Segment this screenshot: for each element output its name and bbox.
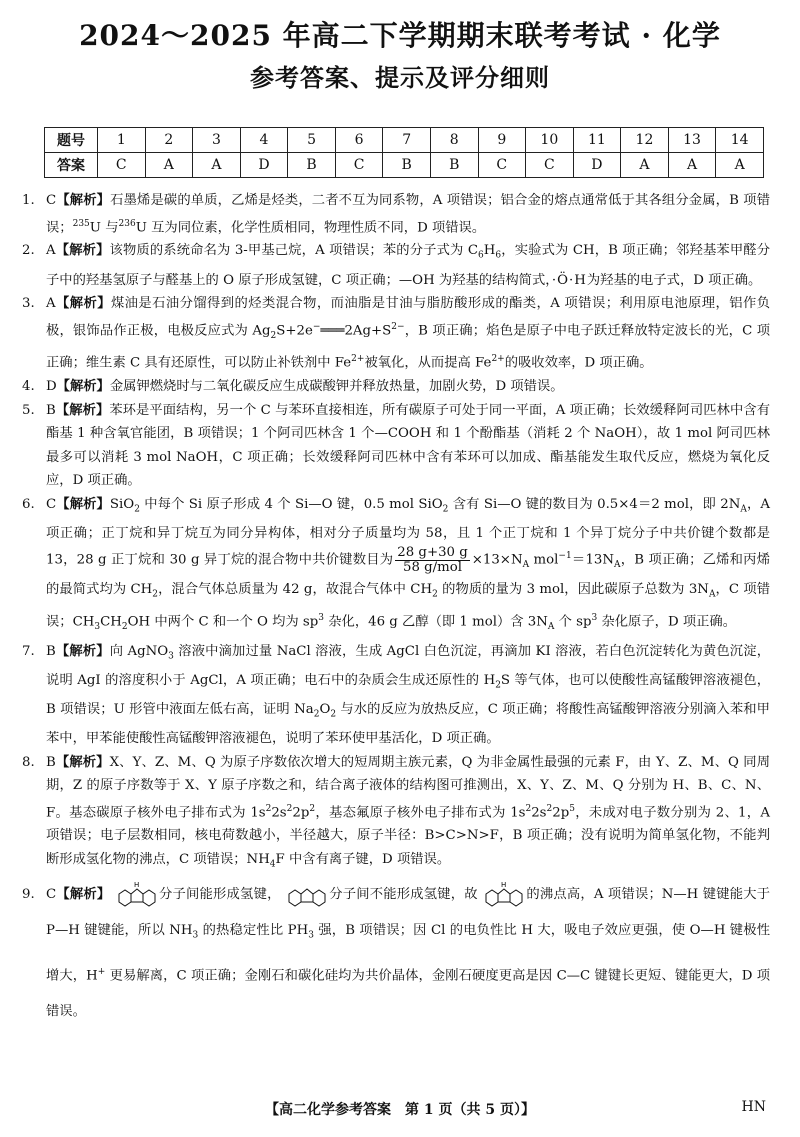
answer-cell: A — [668, 153, 716, 178]
item-text: S+2e — [276, 323, 313, 338]
item-text: 分子间能形成氢键， — [158, 887, 281, 903]
answer-cell: D — [240, 153, 288, 178]
item-text: 为羟基的电子式，D 项正确。 — [586, 272, 762, 288]
item-answer: C — [46, 193, 57, 208]
item-text: CH — [100, 614, 122, 630]
item-text: 分子间不能形成氢键，故 — [329, 887, 478, 903]
item-number: 7. — [22, 643, 35, 659]
item-text: 的热稳定性比 PH — [198, 923, 309, 939]
analysis-tag: 【解析】 — [55, 643, 110, 659]
item-text: ，未成对电子数分别为 2、1，A 项错误；电子层数相同，核电荷数越小，半径越大，原子半径：B>C>N>F，B 项正确；没有说明为简单氢化物，不能判断形成氢化物的沸点，C 项错误；NH — [46, 804, 770, 867]
item-answer: C — [46, 887, 57, 903]
answer-cell: B — [430, 153, 478, 178]
carbazole-structure-icon — [482, 880, 526, 910]
explanations — [22, 189, 770, 1030]
item-text: SiO — [109, 496, 135, 512]
item-number: 6. — [22, 496, 35, 512]
question-number: 5 — [288, 128, 336, 153]
item-text: 煤油是石油分馏得到的烃类混合物，而油脂是甘油与脂肪酸形成的酯类，A 项错误；利用原电池原理，铝作负极，银饰品作正极，电极反应式为 Ag — [46, 296, 771, 338]
fraction-numerator: 28 g+30 g — [397, 544, 468, 560]
item-answer: B — [46, 402, 56, 418]
page-subtitle: 参考答案、提示及评分细则 — [250, 63, 550, 92]
item-text: O — [319, 701, 331, 717]
item-text: 中每个 Si 原子形成 4 个 Si—O 键，0.5 mol SiO — [139, 496, 443, 512]
item-number: 8. — [22, 754, 35, 770]
explanation-item — [22, 189, 770, 239]
item-text: ，B 项正确；乙烯和丙烯的最简式均为 CH — [46, 552, 770, 597]
svg-text:H: H — [133, 880, 140, 889]
item-text: 236 — [118, 218, 136, 229]
analysis-tag: 【解析】 — [55, 754, 110, 770]
item-text: 含有 Si—O 键的数目为 0.5×4＝2 mol，即 2N — [448, 496, 741, 512]
item-text: 个 sp — [554, 614, 592, 630]
item-answer: D — [46, 379, 57, 395]
item-text: ×13×N — [471, 552, 523, 568]
answer-cell: C — [98, 153, 146, 178]
analysis-tag: 【解析】 — [55, 402, 110, 418]
answer-cell: D — [573, 153, 621, 178]
item-number: 2. — [22, 243, 35, 259]
item-text: ，基态氟原子核外电子排布式为 1s — [315, 804, 526, 820]
explanation-item: 2. A【解析】该物质的系统命名为 3-甲基己烷，A 项错误；苯的分子式为 $C_6H_6$，实验式为 CH，B 项正确；邻羟基苯甲醛分子中的羟基氢原子与醛基上的 O 原子形成氢键，C 项正确；—OH 为羟基的结构简式，·Ö·H为羟基的电子式，D 项正确。 — [22, 239, 770, 292]
item-text: S 等气体，也可以使酸性高锰酸钾溶液褪色，B 项错误；U 形管中液面左低右高，证明 Na — [46, 672, 770, 717]
item-text: U 互为同位素，化学性质相同，物理性质不同，D 项错误。 — [135, 219, 486, 235]
question-number: 14 — [716, 128, 764, 153]
question-number: 1 — [98, 128, 146, 153]
item-text: 金属钾燃烧时与二氧化碳反应生成碳酸钾并释放热量，加剧火势，D 项错误。 — [109, 379, 564, 395]
item-text: 的沸点高，A 项错误；N—H 键键能大于 P—H 键键能，所以 NH — [46, 887, 771, 939]
item-text: ＝13N — [571, 552, 615, 568]
answer-cell: A — [716, 153, 764, 178]
item-text: ═══2Ag+S — [320, 323, 392, 338]
explanation-item — [22, 375, 770, 399]
item-text: 杂化，46 g 乙醇（即 1 mol）含 3N — [324, 614, 548, 630]
analysis-tag: 【解析】 — [56, 887, 111, 903]
item-text: 杂化原子，D 项正确。 — [597, 614, 737, 630]
item-text: ，A 项正确；正丁烷和异丁烷互为同分异构体，相对分子质量均为 58，且 1 个正丁烷和 1 个异丁烷分子中共价键个数都是 13，28 g 正丁烷和 30 g 异丁烷的混合物中共价键数目为 — [46, 496, 771, 568]
item-text: ，B 项正确；焰色是原子中电子跃迁释放特定波长的光，C 项正确；维生素 C 具有还原性，可以防止补铁剂中 Fe — [46, 323, 770, 371]
answer-cell: C — [335, 153, 383, 178]
answer-cell: C — [526, 153, 574, 178]
item-text: X、Y、Z、M、Q 为原子序数依次增大的短周期主族元素，Q 为非金属性最强的元素 F，由 Y、Z、M、Q 同周期，Z 的原子序数等于 X、Y 原子序数之和，结合离子液体的结构图可推测出，X、Y、Z、M、Q 分别为 H、B、C、N、F。基态碳原子核外电子排布式为 1s — [46, 754, 771, 820]
question-number: 6 — [335, 128, 383, 153]
item-text: 该物质的系统命名为 3-甲基己烷，A 项错误；苯的分子式为 C — [109, 243, 479, 259]
question-number: 11 — [573, 128, 621, 153]
item-answer: C — [46, 496, 57, 512]
item-text: ，实验式为 CH，B 项正确；邻羟基苯甲醛分子中的羟基氢原子与醛基上的 O 原子形成氢键，C 项正确；—OH 为羟基的结构简式， — [46, 243, 770, 288]
answer-row-label: 答案 — [45, 153, 98, 178]
question-number: 4 — [240, 128, 288, 153]
item-number: 4. — [22, 379, 35, 395]
answer-cell: B — [383, 153, 431, 178]
item-text: OH 中两个 C 和一个 O 均为 sp — [127, 614, 319, 630]
explanation-item: 3. A【解析】煤油是石油分馏得到的烃类混合物，而油脂是甘油与脂肪酸形成的酯类，A 项错误；利用原电池原理，铝作负极，银饰品作正极，电极反应式为 $Ag_2S+2e^-═══2Ag+S^{2-}$，B 项正确；焰色是原子中电子跃迁释放特定波长的光，C 项正确；维生素 C 具有还原性，可以防止补铁剂中 $Fe^{2+}$被氧化，从而提高 $Fe^{2+}$的吸收效率，D 项正确。 — [22, 292, 770, 375]
explanation-item: 7. B【解析】向 AgNO$_3$ 溶液中滴加过量 NaCl 溶液，生成 AgCl 白色沉淀，再滴加 KI 溶液，若白色沉淀转化为黄色沉淀，说明 AgI 的溶度积小于 AgCl，A 项正确；电石中的杂质会生成还原性的 $H_2S$ 等气体，也可以使酸性高锰酸钾溶液褪色，B 项错误；U 形管中液面左低右高，证明 $Na_2O_2$ 与水的反应为放热反应，C 项正确；将酸性高锰酸钾溶液分别滴入苯和甲苯中，甲苯能使酸性高锰酸钾溶液褪色，说明了苯环使甲基活化，D 项正确。 — [22, 640, 770, 751]
page-title: 2024～2025 年高二下学期期末联考考试 · 化学 — [79, 19, 721, 52]
item-answer: A — [46, 296, 56, 312]
analysis-tag: 【解析】 — [55, 243, 110, 259]
number-row-label: 题号 — [45, 128, 98, 153]
item-number: 9. — [22, 887, 35, 903]
answer-cell: A — [145, 153, 193, 178]
item-answer: A — [46, 243, 56, 259]
answer-cell: C — [478, 153, 526, 178]
svg-text:H: H — [501, 880, 507, 889]
item-text: F 中含有离子键，D 项错误。 — [275, 851, 451, 867]
explanation-item: 6. C【解析】SiO$_2$ 中每个 Si 原子形成 4 个 Si—O 键，0.5 mol SiO$_2$ 含有 Si—O 键的数目为 0.5×4＝2 mol，即 $2N_A$，A 项正确；正丁烷和异丁烷互为同分异构体，相对分子质量均为 58，且 1 个正丁烷和 1 个异丁烷分子中共价键个数都是 13，28 g 正丁烷和 30 g 异丁烷的混合物中共价键数目为 $\frac{28 g+30 g}{\text{58 g/mol}}$ $\times 13\times N_A$ $mol^{-1}=13N_A$，B 项正确；乙烯和丙烯的最简式均为 $CH_2$，混合气体总质量为 42 g，故混合气体中 $CH_2$ 的物质的量为 3 mol，因此碳原子总数为 $3N_A$，C 项错误；$CH_3CH_2OH$ 中两个 C 和一个 O 均为 $sp^3$ 杂化，46 g 乙醇（即 1 mol）含 $3N_A$ 个 $sp^3$ 杂化原子，D 项正确。 — [22, 493, 770, 640]
footer-code: HN — [741, 1099, 766, 1115]
item-text: 向 AgNO — [109, 643, 169, 659]
answer-cell: B — [288, 153, 336, 178]
question-number: 8 — [430, 128, 478, 153]
answer-table-answer-row — [45, 153, 764, 178]
item-text: 2p — [552, 804, 570, 820]
item-text: ，C 项错误；CH — [46, 581, 771, 630]
analysis-tag: 【解析】 — [55, 296, 111, 312]
item-text: 苯环是平面结构，另一个 C 与苯环直接相连，所有碳原子可处于同一平面，A 项正确；长效缓释阿司匹林中含有酯基 1 种含氧官能团，B 项错误；1 个阿司匹林含 1 个—COOH 和 1 个酚酯基（消耗 2 个 NaOH），故 1 mol 阿司匹林最多可以消耗 3 mol NaOH，C 项正确；长效缓释阿司匹林中含有苯环可以加成、酯基能发生取代反应，燃烧为氧化反应，D 项正确。 — [46, 402, 770, 489]
item-text: 强，B 项错误；因 Cl 的电负性比 H 大，吸电子效应更强，使 O—H 键极性增大，H — [46, 923, 770, 984]
explanation-item: 8. B【解析】X、Y、Z、M、Q 为原子序数依次增大的短周期主族元素，Q 为非金属性最强的元素 F，由 Y、Z、M、Q 同周期，Z 的原子序数等于 X、Y 原子序数之和，结合离子液体的结构图可推测出，X、Y、Z、M、Q 分别为 H、B、C、N、F。基态碳原子核外电子排布式为 $1s^22s^22p^2$，基态氟原子核外电子排布式为 $1s^22s^22p^5$，未成对电子数分别为 2、1，A 项错误；电子层数相同，核电荷数越小，半径越大，原子半径：B>C>N>F，B 项正确；没有说明为简单氢化物，不能判断形成氢化物的沸点，C 项错误；$NH_4F$ 中含有离子键，D 项错误。 — [22, 751, 770, 878]
answer-cell: A — [621, 153, 669, 178]
fraction — [395, 546, 469, 575]
item-text: 235 — [72, 218, 90, 229]
item-number: 5. — [22, 402, 35, 418]
item-text: 被氧化，从而提高 Fe — [364, 355, 492, 371]
item-text: mol — [529, 552, 559, 568]
hydroxyl-electron-formula: ·Ö·H — [551, 272, 587, 288]
question-number: 12 — [621, 128, 669, 153]
item-text: 溶液中滴加过量 NaCl 溶液，生成 AgCl 白色沉淀，再滴加 KI 溶液，若白色沉淀转化为黄色沉淀，说明 AgI 的溶度积小于 AgCl，A 项正确；电石中的杂质会生成还原性的 H — [46, 643, 770, 688]
analysis-tag: 【解析】 — [56, 496, 110, 512]
item-number: 1. — [22, 193, 35, 208]
item-text: U 与 — [89, 219, 119, 235]
answer-table — [44, 127, 764, 178]
item-number: 3. — [22, 296, 35, 312]
fraction-denominator: 58 g/mol — [403, 559, 463, 575]
question-number: 13 — [668, 128, 716, 153]
item-answer: B — [46, 643, 56, 659]
item-text: ，混合气体总质量为 42 g，故混合气体中 CH — [158, 581, 433, 597]
item-text: 更易解离，C 项正确；金刚石和碳化硅均为共价晶体，金刚石硬度更高是因 C—C 键键长更短、键能更大，D 项错误。 — [46, 968, 770, 1020]
page-footer: 【高二化学参考答案 第 1 页（共 5 页）】 — [265, 1102, 535, 1118]
explanation-item — [22, 399, 770, 493]
question-number: 2 — [145, 128, 193, 153]
analysis-tag: 【解析】 — [56, 193, 111, 208]
item-answer: B — [46, 754, 56, 770]
item-text: 2s — [271, 804, 287, 820]
question-number: 7 — [383, 128, 431, 153]
question-number: 9 — [478, 128, 526, 153]
item-text: 的吸收效率，D 项正确。 — [504, 355, 653, 371]
explanation-item: 9. C【解析】 H 分子间能形成氢键， 分子间不能形成氢键，故 H 的沸点高，A 项错误；N—H 键键能大于 P—H 键键能，所以 $NH_3$ 的热稳定性比 $PH_3$ 强，B 项错误；因 Cl 的电负性比 H 大，吸电子效应更强，使 O—H 键极性增大，H+ 更易解离，C 项正确；金刚石和碳化硅均为共价晶体，金刚石硬度更高是因 C—C 键键长更短、键能更大，D 项错误。 — [22, 877, 770, 1030]
item-text: 的物质的量为 3 mol，因此碳原子总数为 3N — [437, 581, 709, 597]
carbazole-structure-icon — [115, 880, 159, 910]
item-text: 2s — [531, 804, 547, 820]
item-text: H — [483, 243, 496, 259]
analysis-tag: 【解析】 — [56, 379, 110, 395]
item-text: 石墨烯是碳的单质，乙烯是烃类，二者不互为同系物，A 项错误；铝合金的熔点通常低于其各组分金属，B 项错误； — [46, 193, 771, 235]
question-number: 3 — [193, 128, 241, 153]
item-text: 2p — [292, 804, 310, 820]
fluorene-structure-icon — [285, 880, 329, 910]
answer-cell: A — [193, 153, 241, 178]
answer-table-number-row — [45, 128, 764, 153]
item-text: 与水的反应为放热反应，C 项正确；将酸性高锰酸钾溶液分别滴入苯和甲苯中，甲苯能使酸性高锰酸钾溶液褪色，说明了苯环使甲基活化，D 项正确。 — [46, 701, 770, 747]
question-number: 10 — [526, 128, 574, 153]
